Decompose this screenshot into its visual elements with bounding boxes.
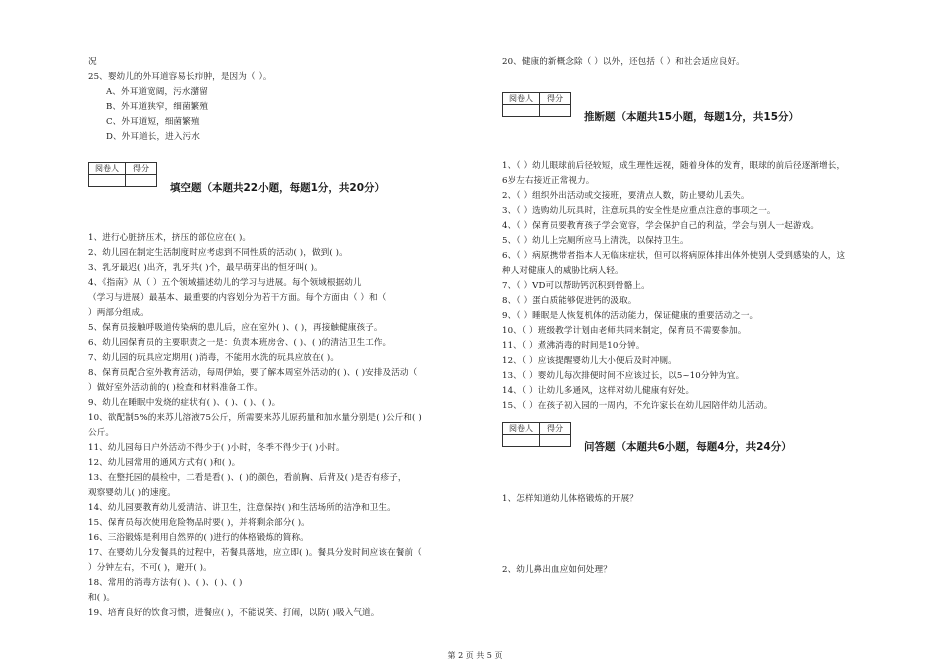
judge-q3: 3、（ ）选购幼儿玩具时，注意玩具的安全性是应重点注意的事项之一。 <box>502 206 776 216</box>
score-box <box>502 92 571 117</box>
text-line: 况 <box>88 57 97 67</box>
judge-q4: 4、（ ）保育员要教育孩子学会宽容，学会保护自己的利益，学会与别人一起游戏。 <box>502 221 820 231</box>
judge-q6: 6、（ ）病原携带者指本人无临床症状，但可以将病原体排出体外使别人受到感染的人，这 <box>502 251 846 261</box>
reviewer-cell <box>503 435 540 447</box>
judge-q2: 2、（ ）组织外出活动或交接班，要清点人数，防止婴幼儿丢失。 <box>502 191 750 201</box>
score-cell <box>540 105 571 117</box>
fill-q6: 6、幼儿园保育员的主要职责之一是：负责本班房舍、( )、( )的清洁卫生工作。 <box>88 338 392 348</box>
option-d: D、外耳道长，进入污水 <box>106 132 200 142</box>
judge-q1-cont: 6岁左右接近正常视力。 <box>502 176 595 186</box>
fill-q2: 2、幼儿园在制定生活制度时应考虑到不同性质的活动( )，做到( )。 <box>88 248 348 258</box>
fill-q4: 4、《指南》从（ ）五个领域描述幼儿的学习与进展。每个领域根据幼儿 <box>88 278 362 288</box>
reviewer-cell <box>503 105 540 117</box>
score-label: 得分 <box>540 423 571 435</box>
question-25: 25、婴幼儿的外耳道容易长疖肿，是因为（ ）。 <box>88 72 272 82</box>
judge-q14: 14、（ ）让幼儿多通风，这样对幼儿健康有好处。 <box>502 386 695 396</box>
page-number: 第 2 页 共 5 页 <box>447 651 503 660</box>
fill-q17: 17、在婴幼儿分发餐具的过程中，若餐具落地，应立即( )。餐具分发时间应该在餐前（ <box>88 548 422 558</box>
fill-q8: 8、保育员配合室外教育活动，每周伊始，要了解本周室外活动的( )、( )安排及活动（ <box>88 368 418 378</box>
fill-q1: 1、进行心脏挤压术，挤压的部位应在( )。 <box>88 233 252 243</box>
reviewer-cell <box>89 175 126 187</box>
judge-q6-cont: 种人对健康人的威胁比病人轻。 <box>502 266 624 276</box>
score-box <box>88 162 157 187</box>
score-cell <box>126 175 157 187</box>
fill-q10-cont: 公斤。 <box>88 428 115 438</box>
judge-q15: 15、（ ）在孩子初入园的一周内，不允许家长在幼儿园陪伴幼儿活动。 <box>502 401 773 411</box>
fill-q8-cont: ）做好室外活动前的( )检查和材料准备工作。 <box>88 383 263 393</box>
score-cell <box>540 435 571 447</box>
fill-q10: 10、欲配制5%的来苏儿溶液75公斤，所需要来苏儿原药量和加水量分别是( )公斤和( ) <box>88 413 422 423</box>
fill-q16: 16、三浴锻炼是利用自然界的( )进行的体格锻炼的简称。 <box>88 533 309 543</box>
judge-q13: 13、（ ）婴幼儿每次排便时间不应该过长，以5~10分钟为宜。 <box>502 371 745 381</box>
score-label: 得分 <box>540 93 571 105</box>
fill-q18: 18、常用的消毒方法有( )、( )、( )、( ) <box>88 578 243 588</box>
fill-q7: 7、幼儿园的玩具应定期用( )消毒，不能用水洗的玩具应放在( )。 <box>88 353 340 363</box>
judge-q9: 9、（ ）睡眠是人恢复机体的活动能力，保证健康的重要活动之一。 <box>502 311 759 321</box>
fill-q4-cont: ）两部分组成。 <box>88 308 149 318</box>
fill-q13-cont: 观察婴幼儿( )的速度。 <box>88 488 176 498</box>
fill-q20: 20、健康的新概念除（ ）以外，还包括（ ）和社会适应良好。 <box>502 57 745 67</box>
fill-q18-cont: 和( )。 <box>88 593 116 603</box>
fill-q19: 19、培育良好的饮食习惯，进餐应( )，不能说笑、打闹，以防( )吸入气道。 <box>88 608 380 618</box>
judge-q5: 5、（ ）幼儿上完厕所应马上清洗，以保持卫生。 <box>502 236 689 246</box>
option-c: C、外耳道短，细菌繁殖 <box>106 117 200 127</box>
fill-q11: 11、幼儿园每日户外活动不得少于( )小时，冬季不得少于( )小时。 <box>88 443 345 453</box>
fill-q13: 13、在整托园的晨检中，二看是看( )、( )的颜色，看前胸、后背及( )是否有疹子， <box>88 473 407 483</box>
option-b: B、外耳道狭窄，细菌繁殖 <box>106 102 209 112</box>
judge-q11: 11、（ ）煮沸消毒的时间是10分钟。 <box>502 341 645 351</box>
section-title-judge: 推断题（本题共15小题，每题1分，共15分） <box>584 111 800 123</box>
fill-q5: 5、保育员接触呼吸道传染病的患儿后，应在室外( )、( )，再接触健康孩子。 <box>88 323 383 333</box>
fill-q3: 3、乳牙最迟( )出齐，乳牙共( )个，最早萌芽出的恒牙叫( )。 <box>88 263 323 273</box>
reviewer-label: 阅卷人 <box>503 423 540 435</box>
fill-q9: 9、幼儿在睡眠中发烧的症状有( )、( )、( )、( )。 <box>88 398 281 408</box>
reviewer-label: 阅卷人 <box>89 163 126 175</box>
judge-q7: 7、（ ）VD可以帮助钙沉积到骨骼上。 <box>502 281 650 291</box>
fill-q12: 12、幼儿园常用的通风方式有( )和( )。 <box>88 458 241 468</box>
judge-q12: 12、（ ）应该提醒婴幼儿大小便后及时冲厕。 <box>502 356 677 366</box>
qa-q2: 2、幼儿鼻出血应如何处理？ <box>502 565 612 575</box>
judge-q8: 8、（ ）蛋白质能够促进钙的汲取。 <box>502 296 637 306</box>
fill-q4-cont: （学习与进展）最基本、最重要的内容划分为若干方面。每个方面由（ ）和（ <box>88 293 387 303</box>
option-a: A、外耳道宽阔，污水潴留 <box>106 87 208 97</box>
qa-q1: 1、怎样知道幼儿体格锻炼的开展？ <box>502 494 638 504</box>
score-box <box>502 422 571 447</box>
section-title-qa: 问答题（本题共6小题，每题4分，共24分） <box>584 441 792 453</box>
judge-q1: 1、（ ）幼儿眼球前后径较短，成生理性远视，随着身体的发育，眼球的前后径逐渐增长， <box>502 161 846 171</box>
reviewer-label: 阅卷人 <box>503 93 540 105</box>
fill-q15: 15、保育员每次使用危险物品时要( )，并将剩余部分( )。 <box>88 518 310 528</box>
judge-q10: 10、（ ）班级教学计划由老师共同来制定，保育员不需要参加。 <box>502 326 747 336</box>
fill-q17-cont: ）分钟左右，不可( )，避开( )。 <box>88 563 212 573</box>
section-title-fill: 填空题（本题共22小题，每题1分，共20分） <box>170 182 386 194</box>
fill-q14: 14、幼儿园要教育幼儿爱清洁、讲卫生，注意保持( )和生活场所的洁净和卫生。 <box>88 503 396 513</box>
score-label: 得分 <box>126 163 157 175</box>
